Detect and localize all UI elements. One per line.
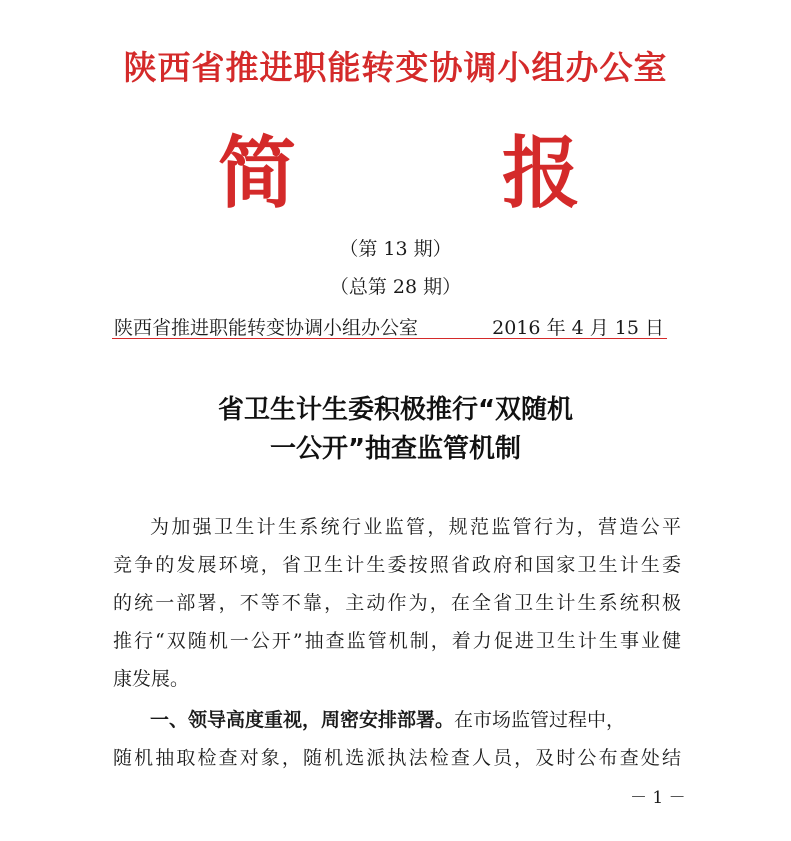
issuer-date-row [114, 313, 664, 340]
paragraph-line: 的统一部署，不等不靠，主动作为，在全省卫生计生系统积极 [113, 592, 681, 614]
document-type-char-jian: 简 [218, 128, 297, 219]
org-header-title: 陕西省推进职能转变协调小组办公室 [123, 48, 668, 87]
document-type-title [218, 126, 580, 222]
paragraph-line: 为加强卫生计生系统行业监管，规范监管行为，营造公平 [150, 516, 681, 538]
section-heading: 一、领导高度重视，周密安排部署。 [150, 709, 455, 731]
issuer-name: 陕西省推进职能转变协调小组办公室 [114, 317, 419, 339]
section-text: 在市场监管过程中， [454, 709, 626, 731]
section-1-first-line [113, 705, 681, 732]
header-divider [112, 338, 667, 339]
paragraph-line: 随机抽取检查对象，随机选派执法检查人员，及时公布查处结 [113, 747, 681, 769]
article-title-line-2: 一公开”抽查监管机制 [269, 434, 522, 464]
paragraph-line: 竞争的发展环境，省卫生计生委按照省政府和国家卫生计生委 [113, 554, 681, 576]
article-title-line-1: 省卫生计生委积极推行“双随机 [217, 395, 574, 425]
issue-number: （第 13 期） [339, 238, 452, 260]
document-type-char-bao: 报 [501, 128, 580, 219]
paragraph-line: 推行“双随机一公开”抽查监管机制，着力促进卫生计生事业健 [113, 630, 681, 652]
issue-date: 2016 年 4 月 15 日 [492, 317, 664, 339]
page-number: － 1 － [630, 788, 686, 808]
total-issue-number: （总第 28 期） [329, 276, 462, 298]
paragraph-line: 康发展。 [113, 668, 190, 690]
